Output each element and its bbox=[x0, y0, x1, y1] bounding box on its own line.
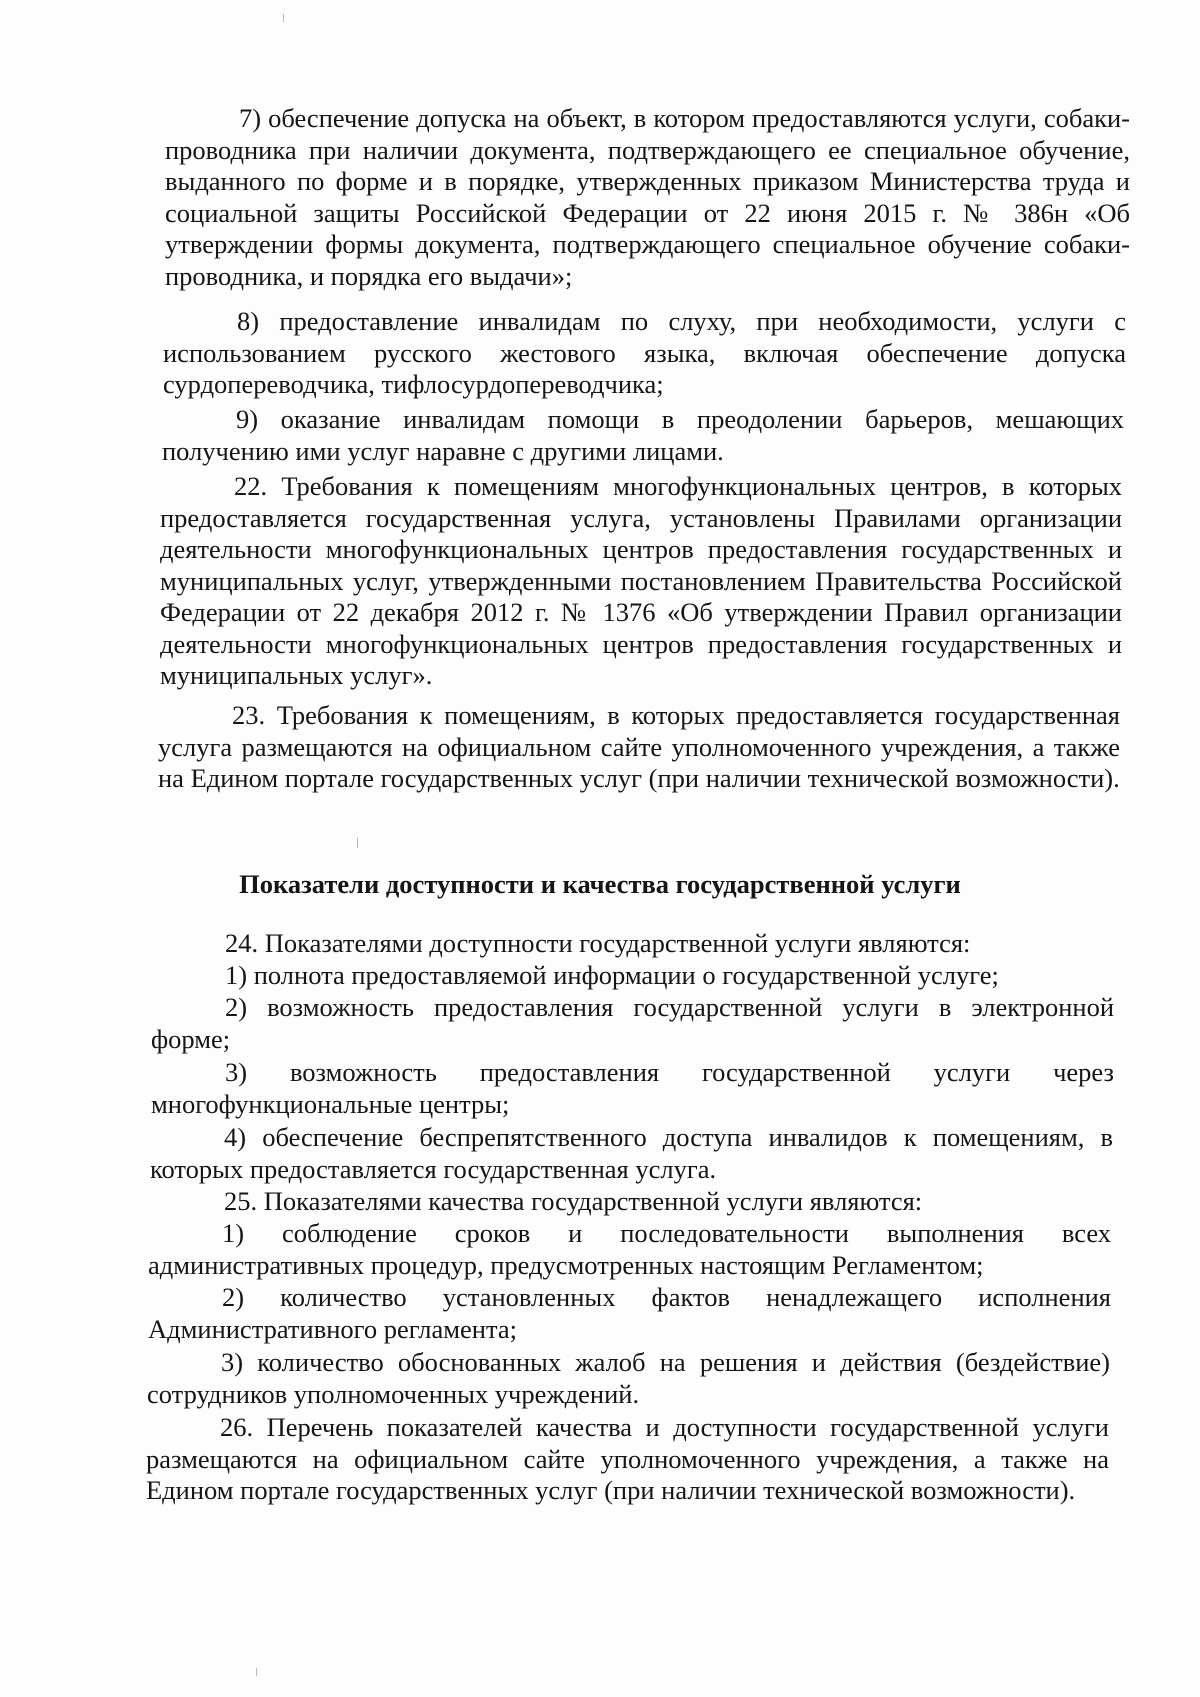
scan-speck bbox=[256, 1668, 257, 1676]
paragraph-item-9: 9) оказание инвалидам помощи в преодолении барьеров, мешающих получению ими услуг наравне с другими лицами. bbox=[162, 404, 1124, 466]
paragraph-item-24-3: 3) возможность предоставления государственной услуги через многофункциональные центры; bbox=[151, 1057, 1114, 1119]
paragraph-item-24-2: 2) возможность предоставления государственной услуги в электронной форме; bbox=[151, 992, 1114, 1054]
paragraph-item-8: 8) предоставление инвалидам по слуху, при необходимости, услуги с использованием русского жестового языка, включая обеспечение допуска сурдопереводчика, тифлосурдопереводчика; bbox=[163, 306, 1126, 399]
scan-speck bbox=[357, 838, 358, 848]
paragraph-item-24: 24. Показателями доступности государственной услуги являются: bbox=[225, 928, 971, 958]
scan-speck bbox=[283, 14, 284, 22]
paragraph-item-24-4: 4) обеспечение беспрепятственного доступа инвалидов к помещениям, в которых предоставляется государственная услуга. bbox=[150, 1122, 1113, 1184]
paragraph-item-22: 22. Требования к помещениям многофункциональных центров, в которых предоставляется государственная услуга, установлены Правилами организации деятельности многофункциональных центров предоставления государственных и муниципальных услуг, утвержденными постановлением Правительства Российской Федерации от 22 декабря 2012 г. № 1376 «Об утверждении Правил организации деятельности многофункциональных центров предоставления государственных и муниципальных услуг». bbox=[160, 471, 1122, 690]
section-heading: Показатели доступности и качества государственной услуги bbox=[239, 869, 961, 899]
paragraph-item-25: 25. Показателями качества государственной услуги являются: bbox=[224, 1186, 923, 1216]
paragraph-item-7: 7) обеспечение допуска на объект, в котором предоставляются услуги, собаки-проводника при наличии документа, подтверждающего ее специальное обучение, выданного по форме и в порядке, утвержденных приказом Министерства труда и социальной защиты Российской Федерации от 22 июня 2015 г. № 386н «Об утверждении формы документа, подтверждающего специальное обучение собаки-проводника, и порядка его выдачи»; bbox=[165, 103, 1130, 291]
paragraph-item-25-2: 2) количество установленных фактов ненадлежащего исполнения Административного регламента; bbox=[148, 1282, 1111, 1344]
paragraph-item-25-3: 3) количество обоснованных жалоб на решения и действия (бездействие) сотрудников уполномоченных учреждений. bbox=[147, 1347, 1110, 1409]
paragraph-item-26: 26. Перечень показателей качества и доступности государственной услуги размещаются на официальном сайте уполномоченного учреждения, а также на Едином портале государственных услуг (при наличии технической возможности). bbox=[146, 1412, 1109, 1505]
paragraph-item-25-1: 1) соблюдение сроков и последовательности выполнения всех административных процедур, предусмотренных настоящим Регламентом; bbox=[148, 1218, 1111, 1280]
paragraph-item-23: 23. Требования к помещениям, в которых предоставляется государственная услуга размещаются на официальном сайте уполномоченного учреждения, а также на Едином портале государственных услуг (при наличии технической возможности). bbox=[158, 700, 1120, 793]
paragraph-item-24-1: 1) полнота предоставляемой информации о государственной услуге; bbox=[225, 960, 999, 990]
